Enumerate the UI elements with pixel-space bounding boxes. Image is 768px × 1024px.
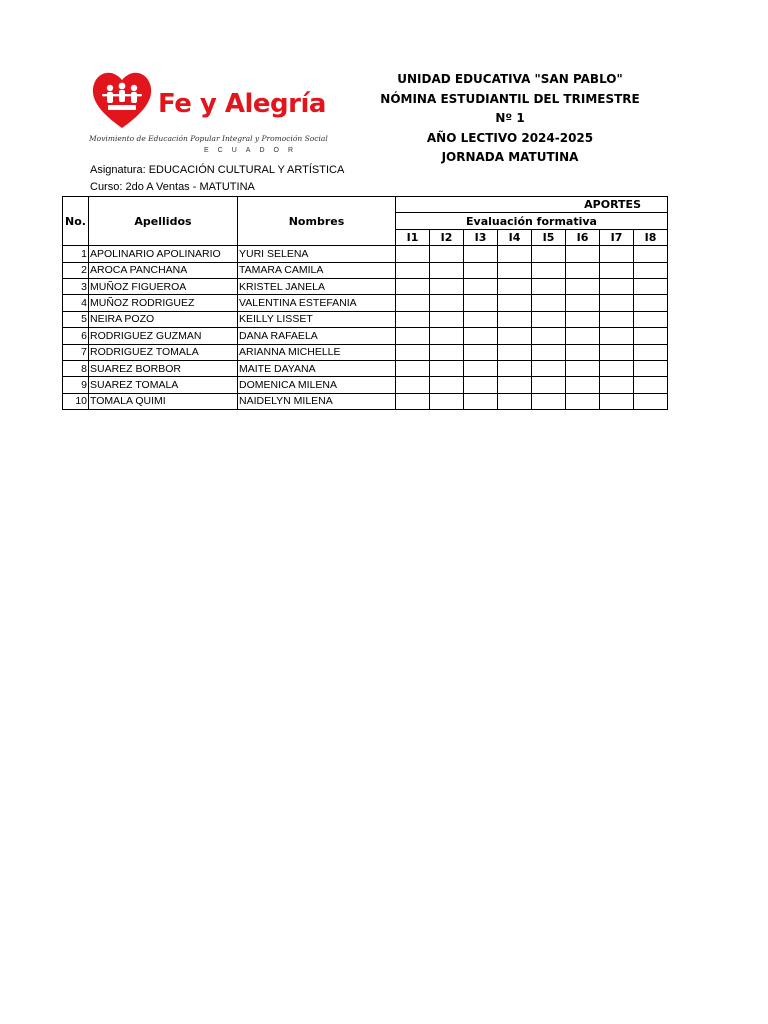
grade-cell[interactable] <box>430 360 464 376</box>
row-nombres: TAMARA CAMILA <box>238 262 396 278</box>
grade-cell[interactable] <box>464 262 498 278</box>
grade-cell[interactable] <box>430 344 464 360</box>
grade-cell[interactable] <box>532 328 566 344</box>
row-apellidos: AROCA PANCHANA <box>89 262 238 278</box>
grade-cell[interactable] <box>498 344 532 360</box>
grade-cell[interactable] <box>634 360 668 376</box>
row-nombres: NAIDELYN MILENA <box>238 393 396 409</box>
indicator-header: I1 <box>396 229 430 245</box>
grade-cell[interactable] <box>600 377 634 393</box>
table-row <box>63 393 668 409</box>
grade-cell[interactable] <box>566 246 600 262</box>
student-roster-table <box>62 196 668 410</box>
document-title: NÓMINA ESTUDIANTIL DEL TRIMESTRE Nº 1 <box>380 91 640 125</box>
grade-cell[interactable] <box>600 246 634 262</box>
subject-label: Asignatura: EDUCACIÓN CULTURAL Y ARTÍSTICA <box>90 164 345 176</box>
row-apellidos: TOMALA QUIMI <box>89 393 238 409</box>
logo-subtitle: Movimiento de Educación Popular Integral y Promoción Social <box>89 134 328 143</box>
table-row <box>63 328 668 344</box>
course-label: Curso: 2do A Ventas - MATUTINA <box>90 181 255 193</box>
row-nombres: VALENTINA ESTEFANIA <box>238 295 396 311</box>
grade-cell[interactable] <box>430 377 464 393</box>
grade-cell[interactable] <box>566 311 600 327</box>
table-row <box>63 278 668 294</box>
grade-cell[interactable] <box>464 360 498 376</box>
table-row <box>63 344 668 360</box>
grade-cell[interactable] <box>430 262 464 278</box>
grade-cell[interactable] <box>634 278 668 294</box>
grade-cell[interactable] <box>532 278 566 294</box>
header-row-aportes <box>63 197 668 213</box>
column-header-no: No. <box>63 197 89 246</box>
grade-cell[interactable] <box>396 360 430 376</box>
grade-cell[interactable] <box>464 311 498 327</box>
row-nombres: DANA RAFAELA <box>238 328 396 344</box>
grade-cell[interactable] <box>532 377 566 393</box>
row-nombres: KEILLY LISSET <box>238 311 396 327</box>
indicator-header: I8 <box>634 229 668 245</box>
row-nombres: DOMENICA MILENA <box>238 377 396 393</box>
grade-cell[interactable] <box>566 377 600 393</box>
grade-cell[interactable] <box>634 328 668 344</box>
grade-cell[interactable] <box>566 328 600 344</box>
grade-cell[interactable] <box>498 377 532 393</box>
grade-cell[interactable] <box>634 246 668 262</box>
grade-cell[interactable] <box>532 344 566 360</box>
grade-cell[interactable] <box>600 360 634 376</box>
shift: JORNADA MATUTINA <box>441 150 579 164</box>
school-name: UNIDAD EDUCATIVA "SAN PABLO" <box>397 72 623 86</box>
grade-cell[interactable] <box>600 278 634 294</box>
grade-cell[interactable] <box>396 262 430 278</box>
grade-cell[interactable] <box>396 328 430 344</box>
grade-cell[interactable] <box>430 295 464 311</box>
table-row <box>63 262 668 278</box>
grade-cell[interactable] <box>532 246 566 262</box>
school-year: AÑO LECTIVO 2024-2025 <box>426 130 594 145</box>
grade-cell[interactable] <box>430 311 464 327</box>
row-number: 3 <box>63 278 89 294</box>
row-number: 8 <box>63 360 89 376</box>
grade-cell[interactable] <box>464 246 498 262</box>
row-apellidos: RODRIGUEZ TOMALA <box>89 344 238 360</box>
row-apellidos: NEIRA POZO <box>89 311 238 327</box>
grade-cell[interactable] <box>498 393 532 409</box>
grade-cell[interactable] <box>634 262 668 278</box>
grade-cell[interactable] <box>396 311 430 327</box>
grade-cell[interactable] <box>566 393 600 409</box>
row-nombres: YURI SELENA <box>238 246 396 262</box>
grade-cell[interactable] <box>464 393 498 409</box>
grade-cell[interactable] <box>430 246 464 262</box>
row-apellidos: SUAREZ BORBOR <box>89 360 238 376</box>
logo-country: ECUADOR <box>204 147 303 154</box>
row-apellidos: RODRIGUEZ GUZMAN <box>89 328 238 344</box>
grade-cell[interactable] <box>600 262 634 278</box>
student-rows <box>63 246 668 410</box>
row-number: 10 <box>63 393 89 409</box>
grade-cell[interactable] <box>566 262 600 278</box>
row-number: 6 <box>63 328 89 344</box>
grade-cell[interactable] <box>396 377 430 393</box>
row-number: 1 <box>63 246 89 262</box>
grade-cell[interactable] <box>464 278 498 294</box>
grade-cell[interactable] <box>498 360 532 376</box>
grade-cell[interactable] <box>532 360 566 376</box>
row-nombres: MAITE DAYANA <box>238 360 396 376</box>
indicator-header: I6 <box>566 229 600 245</box>
column-header-nombres: Nombres <box>238 197 396 246</box>
row-apellidos: MUÑOZ FIGUEROA <box>89 278 238 294</box>
grade-cell[interactable] <box>430 393 464 409</box>
grade-cell[interactable] <box>464 377 498 393</box>
grade-cell[interactable] <box>396 295 430 311</box>
grade-cell[interactable] <box>634 377 668 393</box>
logo-brand: Fe y Alegría <box>158 89 326 119</box>
table-row <box>63 377 668 393</box>
grade-cell[interactable] <box>600 393 634 409</box>
grade-cell[interactable] <box>634 311 668 327</box>
indicator-header: I7 <box>600 229 634 245</box>
indicator-header: I3 <box>464 229 498 245</box>
indicator-header: I2 <box>430 229 464 245</box>
grade-cell[interactable] <box>600 344 634 360</box>
document-header <box>380 70 640 168</box>
indicator-header: I5 <box>532 229 566 245</box>
table-row <box>63 311 668 327</box>
column-header-apellidos: Apellidos <box>89 197 238 246</box>
grade-cell[interactable] <box>498 295 532 311</box>
grade-cell[interactable] <box>464 295 498 311</box>
row-nombres: ARIANNA MICHELLE <box>238 344 396 360</box>
row-apellidos: MUÑOZ RODRIGUEZ <box>89 295 238 311</box>
row-number: 2 <box>63 262 89 278</box>
grade-cell[interactable] <box>600 295 634 311</box>
group-header-evaluacion: Evaluación formativa <box>396 213 668 229</box>
grade-cell[interactable] <box>396 246 430 262</box>
grade-cell[interactable] <box>566 295 600 311</box>
grade-cell[interactable] <box>430 278 464 294</box>
grade-cell[interactable] <box>498 262 532 278</box>
grade-cell[interactable] <box>600 311 634 327</box>
grade-cell[interactable] <box>498 246 532 262</box>
table-row <box>63 360 668 376</box>
grade-cell[interactable] <box>498 328 532 344</box>
grade-cell[interactable] <box>464 344 498 360</box>
grade-cell[interactable] <box>532 295 566 311</box>
grade-cell[interactable] <box>532 311 566 327</box>
row-nombres: KRISTEL JANELA <box>238 278 396 294</box>
group-header-aportes: APORTES <box>396 197 668 213</box>
grade-cell[interactable] <box>532 262 566 278</box>
table-row <box>63 246 668 262</box>
grade-cell[interactable] <box>498 278 532 294</box>
row-number: 4 <box>63 295 89 311</box>
row-number: 9 <box>63 377 89 393</box>
grade-cell[interactable] <box>634 344 668 360</box>
grade-cell[interactable] <box>430 328 464 344</box>
grade-cell[interactable] <box>566 344 600 360</box>
row-number: 7 <box>63 344 89 360</box>
grade-cell[interactable] <box>396 393 430 409</box>
row-apellidos: APOLINARIO APOLINARIO <box>89 246 238 262</box>
grade-cell[interactable] <box>464 328 498 344</box>
grade-cell[interactable] <box>634 295 668 311</box>
grade-cell[interactable] <box>532 393 566 409</box>
indicator-header: I4 <box>498 229 532 245</box>
grade-cell[interactable] <box>566 278 600 294</box>
row-number: 5 <box>63 311 89 327</box>
table-row <box>63 295 668 311</box>
grade-cell[interactable] <box>566 360 600 376</box>
grade-cell[interactable] <box>634 393 668 409</box>
grade-cell[interactable] <box>600 328 634 344</box>
grade-cell[interactable] <box>396 278 430 294</box>
grade-cell[interactable] <box>498 311 532 327</box>
grade-cell[interactable] <box>396 344 430 360</box>
row-apellidos: SUAREZ TOMALA <box>89 377 238 393</box>
